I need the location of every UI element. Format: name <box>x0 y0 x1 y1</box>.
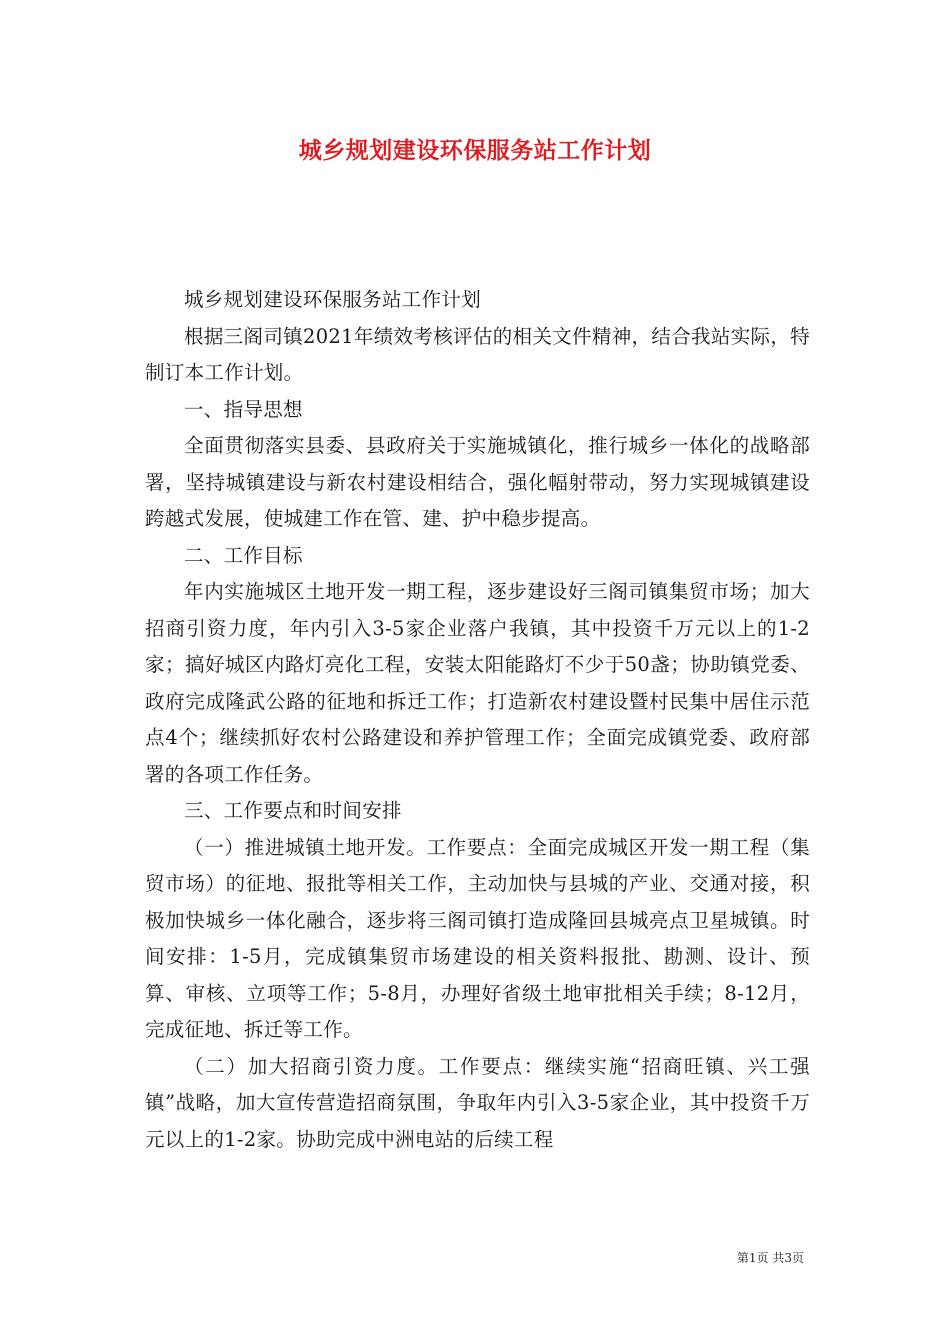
paragraph-land-development: （一）推进城镇土地开发。工作要点：全面完成城区开发一期工程（集贸市场）的征地、报批等相关工作，主动加快与县城的产业、交通对接，积极加快城乡一体化融合，逐步将三阁司镇打造成隆回县城亮点卫星城镇。时间安排：1-5月，完成镇集贸市场建设的相关资料报批、勘测、设计、预算、审核、立项等工作；5-8月，办理好省级土地审批相关手续；8-12月，完成征地、拆迁等工作。 <box>145 835 810 1041</box>
section-heading-key-points: 三、工作要点和时间安排 <box>184 799 402 822</box>
paragraph-work-goals: 年内实施城区土地开发一期工程，逐步建设好三阁司镇集贸市场；加大招商引资力度，年内引入3-5家企业落户我镇，其中投资千万元以上的1-2家；搞好城区内路灯亮化工程，安装太阳能路灯不少于50盏；协助镇党委、政府完成隆武公路的征地和拆迁工作；打造新农村建设暨村民集中居住示范点4个；继续抓好农村公路建设和养护管理工作；全面完成镇党委、政府部署的各项工作任务。 <box>145 580 810 786</box>
paragraph-investment: （二）加大招商引资力度。工作要点：继续实施“招商旺镇、兴工强镇”战略，加大宣传营造招商氛围，争取年内引入3-5家企业，其中投资千万元以上的1-2家。协助完成中洲电站的后续工程 <box>145 1054 810 1151</box>
paragraph-heading: 城乡规划建设环保服务站工作计划 <box>184 288 482 311</box>
paragraph-intro: 根据三阁司镇2021年绩效考核评估的相关文件精神，结合我站实际，特制订本工作计划。 <box>145 324 810 384</box>
page-number: 第1页 共3页 <box>736 1251 804 1265</box>
document-title: 城乡规划建设环保服务站工作计划 <box>298 137 652 164</box>
section-heading-work-goals: 二、工作目标 <box>184 543 303 567</box>
section-heading-guiding-ideology: 一、指导思想 <box>184 397 303 421</box>
paragraph-guiding-ideology: 全面贯彻落实县委、县政府关于实施城镇化，推行城乡一体化的战略部署，坚持城镇建设与新农村建设相结合，强化幅射带动，努力实现城镇建设跨越式发展，使城建工作在管、建、护中稳步提高。 <box>145 434 810 530</box>
document-body <box>145 282 810 1158</box>
